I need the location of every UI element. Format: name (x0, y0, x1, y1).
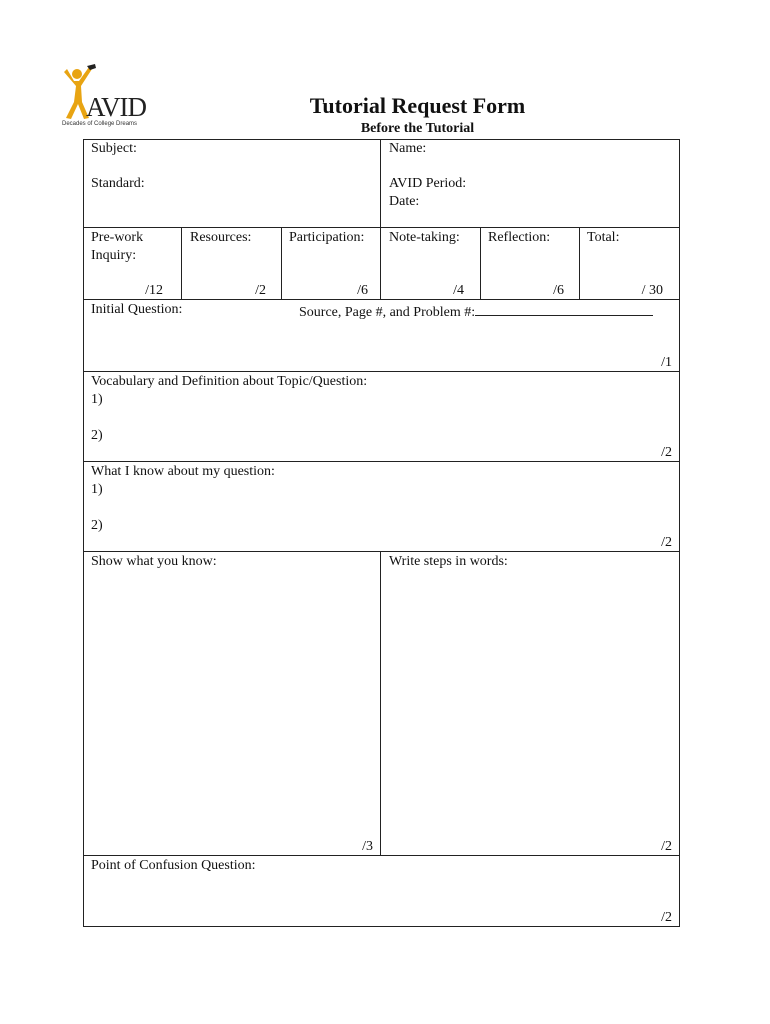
steps-label: Write steps in words: (389, 554, 508, 569)
rubric-participation-label: Participation: (289, 230, 365, 245)
form-title: Tutorial Request Form (309, 93, 526, 118)
name-label: Name: (389, 141, 427, 156)
avid-period-label: AVID Period: (389, 176, 467, 191)
logo-tagline: Decades of College Dreams (62, 121, 138, 127)
vocabulary-score: /2 (661, 445, 672, 460)
form-subtitle: Before the Tutorial (360, 121, 475, 136)
know-item-2: 2) (91, 518, 103, 533)
rubric-notetaking-score: /4 (453, 283, 464, 298)
rubric-reflection-score: /6 (553, 283, 564, 298)
rubric-resources-label: Resources: (190, 230, 252, 245)
confusion-score: /2 (661, 910, 672, 925)
steps-score: /2 (661, 839, 672, 854)
know-score: /2 (661, 535, 672, 550)
rubric-reflection-label: Reflection: (488, 230, 551, 245)
initial-question-label: Initial Question: (91, 302, 183, 317)
initial-question-score: /1 (661, 355, 672, 370)
know-label: What I know about my question: (91, 464, 275, 479)
rubric-prework-label: Pre-work Inquiry: (91, 230, 144, 263)
standard-label: Standard: (91, 176, 145, 191)
show-label: Show what you know: (91, 554, 217, 569)
show-score: /3 (362, 839, 373, 854)
confusion-label: Point of Confusion Question: (91, 858, 256, 873)
rubric-prework-score: /12 (145, 283, 163, 298)
source-blank[interactable] (475, 301, 653, 316)
subject-label: Subject: (91, 141, 137, 156)
vocabulary-item-1: 1) (91, 392, 103, 407)
know-item-1: 1) (91, 482, 103, 497)
logo-wordmark: AVID (86, 92, 147, 122)
rubric-notetaking-label: Note-taking: (389, 230, 460, 245)
rubric-total-score: / 30 (641, 283, 663, 298)
date-label: Date: (389, 194, 420, 209)
vocabulary-item-2: 2) (91, 428, 103, 443)
rubric-participation-score: /6 (357, 283, 368, 298)
source-label-text: Source, Page #, and Problem #: (299, 305, 476, 320)
rubric-resources-score: /2 (255, 283, 266, 298)
vocabulary-label: Vocabulary and Definition about Topic/Question: (91, 374, 368, 389)
rubric-total-label: Total: (587, 230, 620, 245)
source-label (299, 301, 653, 322)
